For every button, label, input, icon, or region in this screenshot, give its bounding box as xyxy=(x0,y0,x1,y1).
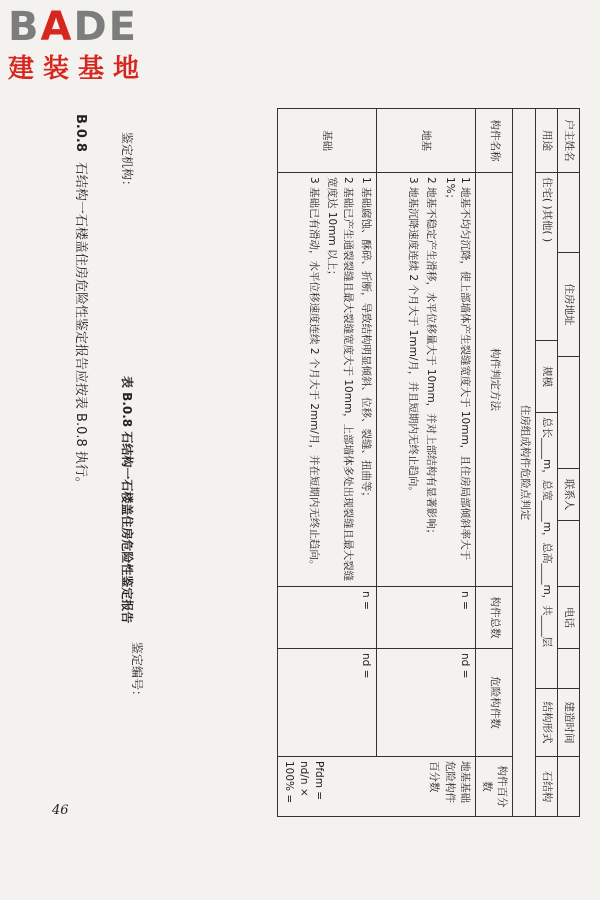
foundation-row xyxy=(277,109,376,817)
scale-label: 规模 xyxy=(535,341,557,413)
clause: 3 地基沉降速度连续 2 个月大于 1mm/月，并且短期内无终止趋向。 xyxy=(407,177,420,497)
owner-value xyxy=(557,173,579,253)
component-name: 基础 xyxy=(277,109,376,173)
org-label: 鉴定机构： xyxy=(120,132,134,193)
section-heading xyxy=(73,114,92,490)
section-number: B.0.8 xyxy=(73,114,88,152)
percent-text: 地基基础危险构件百分数 xyxy=(428,761,471,803)
logo-wordmark: BADE xyxy=(8,4,138,50)
code-label: 鉴定编号： xyxy=(130,642,144,703)
clause: 2 地基不稳定产生滑移，水平位移量大于 10mm，并对上部结构有显著影响； xyxy=(425,177,438,540)
logo-subtitle: 建装基地 xyxy=(8,54,149,84)
column-header-row xyxy=(475,109,512,817)
dimensions-value: 总长____m，总宽____m，总高____m，共____层 xyxy=(535,413,557,689)
phone-value xyxy=(557,649,579,689)
clause: 1 基础腐蚀、酥碎、折断，导致结构明显倾斜、位移、裂缝、扭曲等； xyxy=(359,177,372,503)
danger-value: nd = xyxy=(376,649,475,757)
bade-logo xyxy=(8,6,168,84)
foundation-soil-row xyxy=(376,109,475,817)
clause: 1 地基不均匀沉降，使上部墙体产生裂缝宽度大于 10mm，且住房局部倾斜率大于 1%； xyxy=(443,177,471,561)
group-title-row xyxy=(513,109,535,817)
danger-report-table xyxy=(277,108,580,817)
use-value: 住宅( )其他( ) xyxy=(535,173,557,341)
component-name: 地基 xyxy=(376,109,475,173)
total-value: n = xyxy=(376,587,475,649)
contact-value xyxy=(557,521,579,587)
structure-form-value: 石结构 xyxy=(535,757,557,817)
address-value xyxy=(557,357,579,469)
method-clauses xyxy=(376,173,475,587)
group-title: 住房组成构件危险点判定 xyxy=(513,109,535,817)
component-name-header: 构件名称 xyxy=(475,109,512,173)
clause: 2 基础已产生通裂裂缝且最大裂缝宽度大于 10mm，上部墙体多处出现裂缝且最大裂缝宽度达 10mm 以上； xyxy=(326,177,354,582)
use-label: 用途 xyxy=(535,109,557,173)
page-number: 46 xyxy=(52,803,69,818)
owner-label: 户主姓名 xyxy=(557,109,579,173)
section-title: 石结构一石楼盖住房危险性鉴定报告应按表 B.0.8 执行。 xyxy=(73,161,88,490)
phone-label: 电话 xyxy=(557,587,579,649)
danger-count-header: 危险构件数 xyxy=(475,649,512,757)
percent-header: 构件百分数 xyxy=(475,757,512,817)
build-time-value xyxy=(557,757,579,817)
rotated-page-content xyxy=(68,108,580,816)
info-row-1 xyxy=(557,109,579,817)
danger-value: nd = xyxy=(277,649,376,757)
table-caption: 表 B.0.8 石结构一石楼盖住房危险性鉴定报告 xyxy=(120,376,134,624)
total-value: n = xyxy=(277,587,376,649)
method-header: 构件判定方法 xyxy=(475,173,512,587)
address-label: 住房地址 xyxy=(557,253,579,357)
contact-label: 联系人 xyxy=(557,469,579,521)
method-clauses xyxy=(277,173,376,587)
percent-cell xyxy=(277,757,475,817)
info-row-2 xyxy=(535,109,557,817)
total-header: 构件总数 xyxy=(475,587,512,649)
build-time-label: 建造时间 xyxy=(557,689,579,757)
percent-formula: Pfdm = nd/n × 100% = xyxy=(282,761,326,804)
clause: 3 基础已有滑动，水平位移速度连续 2 个月大于 2mm/月，并在短期内无终止趋向。 xyxy=(308,177,321,571)
structure-form-label: 结构形式 xyxy=(535,689,557,757)
